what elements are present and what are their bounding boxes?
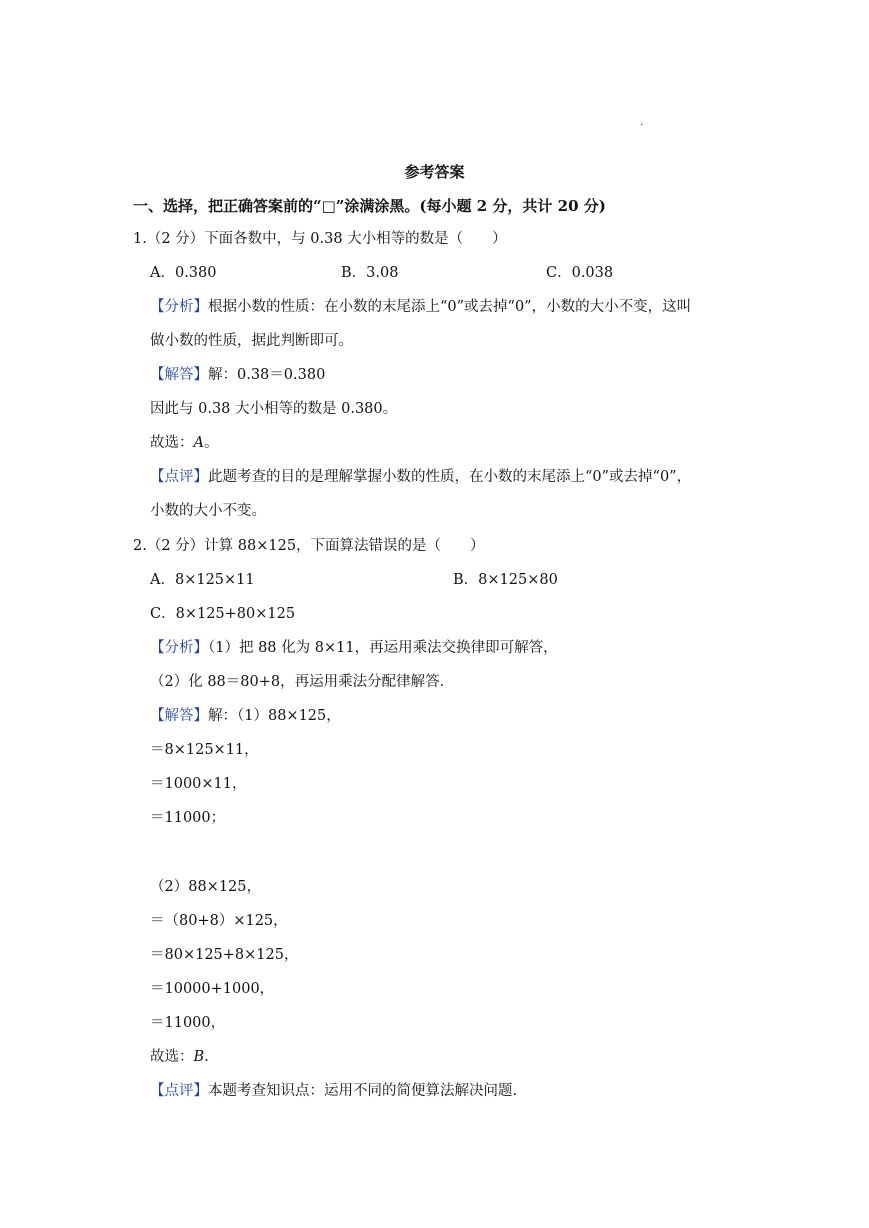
q2-answer-text: 解：（1）88×125， xyxy=(208,708,341,724)
q1-analysis-cont: 做小数的性质，据此判断即可。 xyxy=(150,333,353,349)
header-dot: · xyxy=(640,120,644,131)
q2-stem: 2.（2 分）计算 88×125，下面算法错误的是（ ） xyxy=(133,538,485,554)
q1-answer-cont: 因此与 0.38 大小相等的数是 0.380。 xyxy=(150,401,398,417)
q2-step: ＝1000×11， xyxy=(150,776,247,792)
comment-tag: 【点评】 xyxy=(150,1083,208,1099)
q2-part2: （2）88×125， xyxy=(150,879,262,895)
q2-option-a: A．8×125×11 xyxy=(150,572,255,588)
q1-option-c: C．0.038 xyxy=(546,265,614,281)
q2-option-b: B．8×125×80 xyxy=(453,572,558,588)
q2-analysis-cont: （2）化 88＝80+8，再运用乘法分配律解答． xyxy=(150,674,455,690)
comment-tag: 【点评】 xyxy=(150,469,208,485)
q1-comment-line xyxy=(150,467,691,487)
q2-choice xyxy=(150,1047,209,1067)
section-heading: 一、选择，把正确答案前的“□”涂满涂黑。(每小题 2 分，共计 20 分) xyxy=(133,197,606,215)
analysis-tag: 【分析】 xyxy=(150,640,208,656)
q2-analysis-text: （1）把 88 化为 8×11，再运用乘法交换律即可解答， xyxy=(208,640,558,656)
q2-answer-line xyxy=(150,706,341,726)
q1-analysis-text: 根据小数的性质：在小数的末尾添上“0”或去掉“0”，小数的大小不变，这叫 xyxy=(208,299,692,315)
q2-comment-text: 本题考查知识点：运用不同的简便算法解决问题. xyxy=(208,1083,518,1099)
analysis-tag: 【分析】 xyxy=(150,299,208,315)
q1-choice-prefix: 故选： xyxy=(150,435,194,451)
page-title: 参考答案 xyxy=(404,163,465,181)
q2-choice-prefix: 故选： xyxy=(150,1049,194,1065)
q2-step: ＝80×125+8×125， xyxy=(150,947,299,963)
q2-analysis-line xyxy=(150,638,558,658)
q1-comment-text: 此题考查的目的是理解掌握小数的性质，在小数的末尾添上“0”或去掉“0”， xyxy=(208,469,692,485)
q2-comment-line xyxy=(150,1081,517,1101)
q2-step: ＝11000； xyxy=(150,810,226,826)
q1-analysis-line xyxy=(150,297,691,317)
q1-answer-text: 解：0.38＝0.380 xyxy=(208,367,326,383)
q2-choice-suffix: . xyxy=(204,1049,209,1065)
q1-choice-letter: A xyxy=(193,435,204,451)
q2-step: ＝（80+8）×125， xyxy=(150,913,288,929)
q2-choice-letter: B xyxy=(193,1049,205,1065)
q2-step: ＝10000+1000， xyxy=(150,981,275,997)
q1-choice-suffix: 。 xyxy=(203,435,219,451)
q1-option-b: B．3.08 xyxy=(341,265,399,281)
q2-step: ＝8×125×11， xyxy=(150,742,259,758)
answer-tag: 【解答】 xyxy=(150,708,208,724)
q2-option-c: C．8×125+80×125 xyxy=(150,606,296,622)
q1-stem: 1.（2 分）下面各数中，与 0.38 大小相等的数是（ ） xyxy=(133,231,507,247)
q1-choice xyxy=(150,433,218,453)
q2-step: ＝11000， xyxy=(150,1015,226,1031)
q1-option-a: A．0.380 xyxy=(150,265,217,281)
answer-tag: 【解答】 xyxy=(150,367,208,383)
q1-answer-line xyxy=(150,365,325,385)
q1-comment-cont: 小数的大小不变。 xyxy=(150,503,266,519)
